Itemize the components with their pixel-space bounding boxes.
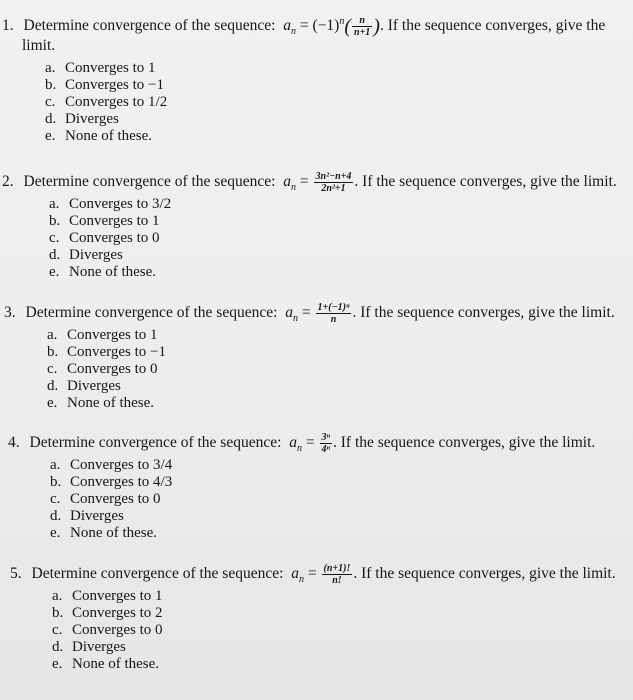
question-intro: Determine convergence of the sequence: — [23, 17, 276, 35]
answer-option — [52, 622, 163, 639]
option-letter: e. — [49, 264, 60, 280]
question-number: 4. — [8, 434, 20, 452]
option-text: None of these. — [72, 656, 160, 672]
option-text: None of these. — [69, 264, 157, 280]
answer-options — [45, 60, 167, 145]
answer-option — [52, 656, 163, 673]
option-text: Converges to 1 — [69, 213, 160, 229]
answer-options — [50, 457, 172, 542]
sequence-formula: $a_n$ = $\frac{(n+1)!}{n!}$ — [291, 563, 351, 586]
option-letter: e. — [50, 525, 61, 541]
answer-option — [49, 264, 171, 281]
question-outro: . If the sequence converges, give the — [379, 17, 606, 35]
answer-option — [47, 327, 166, 344]
option-text: Diverges — [67, 378, 121, 394]
option-letter: d. — [45, 111, 57, 127]
answer-option — [52, 639, 163, 656]
option-text: None of these. — [67, 395, 155, 411]
answer-option — [47, 378, 166, 395]
question-number: 5. — [10, 565, 22, 583]
answer-option — [52, 588, 163, 605]
option-text: Converges to 1 — [65, 60, 156, 76]
answer-option — [47, 361, 166, 378]
answer-option — [45, 94, 167, 111]
answer-option — [52, 605, 163, 622]
formula-fraction: $\frac{n}{n+1}$ — [354, 15, 371, 39]
answer-options — [49, 196, 171, 281]
answer-option — [47, 395, 166, 412]
option-text: Diverges — [65, 111, 119, 127]
option-text: Converges to 1/2 — [65, 94, 168, 110]
option-text: Converges to 0 — [70, 491, 161, 507]
option-letter: e. — [45, 128, 56, 144]
question-1-continuation: limit. — [22, 37, 56, 54]
answer-option — [45, 77, 167, 94]
answer-option — [50, 491, 172, 508]
option-letter: a. — [45, 60, 56, 76]
option-text: Converges to 3/4 — [70, 457, 173, 473]
question-3-stem: 3. Determine convergence of the sequence: $a_n$ = $\frac{\text{1+(−1)ⁿ}}{n}$ . If the sequence converges, give the limit. — [4, 302, 615, 325]
option-text: Converges to 1 — [67, 327, 158, 343]
answer-option — [50, 457, 172, 474]
answer-option — [45, 60, 167, 77]
option-text: None of these. — [65, 128, 153, 144]
answer-option — [49, 247, 171, 264]
question-outro: If the sequence converges, give the limit. — [360, 304, 615, 322]
question-number: 1. — [2, 17, 14, 35]
question-intro: Determine convergence of the sequence: — [29, 434, 282, 452]
option-letter: c. — [45, 94, 56, 110]
answer-option — [50, 508, 172, 525]
question-1-stem — [2, 12, 605, 42]
answer-option — [47, 344, 166, 361]
option-letter: c. — [49, 230, 60, 246]
option-letter: a. — [49, 196, 60, 212]
option-letter: a. — [52, 588, 63, 604]
sequence-formula: $a_n$ = $\frac{\text{3ⁿ}}{\text{4ⁿ}}$ — [289, 432, 331, 455]
sequence-formula: $a_n$ = $\frac{\text{1+(−1)ⁿ}}{n}$ — [285, 302, 350, 325]
answer-option — [50, 525, 172, 542]
answer-options — [52, 588, 163, 673]
question-5-stem: 5. Determine convergence of the sequence: $a_n$ = $\frac{(n+1)!}{n!}$ . If the sequence converges, give the limit. — [10, 563, 616, 586]
option-text: Converges to 4/3 — [70, 474, 173, 490]
option-letter: b. — [49, 213, 61, 229]
formula-fraction: $\frac{\text{3ⁿ}}{\text{4ⁿ}}$ — [321, 432, 331, 455]
question-intro: Determine convergence of the sequence: — [31, 565, 284, 583]
option-letter: a. — [50, 457, 61, 473]
question-4-stem: 4. Determine convergence of the sequence: $a_n$ = $\frac{\text{3ⁿ}}{\text{4ⁿ}}$ . If the sequence converges, give the limit. — [8, 432, 596, 455]
formula-fraction: $\frac{\text{1+(−1)ⁿ}}{n}$ — [317, 302, 350, 325]
question-outro: If the sequence converges, give the limit. — [362, 173, 617, 191]
option-letter: d. — [47, 378, 59, 394]
option-letter: d. — [52, 639, 64, 655]
option-letter: d. — [50, 508, 62, 524]
question-number: 2. — [2, 173, 14, 191]
question-intro: Determine convergence of the sequence: — [23, 173, 276, 191]
option-text: Converges to −1 — [65, 77, 165, 93]
option-text: Converges to 0 — [69, 230, 160, 246]
option-letter: d. — [49, 247, 61, 263]
question-2-stem: 2. Determine convergence of the sequence: $a_n$ = $\frac{\text{3n²−n+4}}{\text{2n²+1}}$ . If the sequence converges, give the limit. — [2, 171, 617, 194]
option-text: Diverges — [72, 639, 126, 655]
option-letter: e. — [47, 395, 58, 411]
option-letter: a. — [47, 327, 58, 343]
answer-option — [45, 128, 167, 145]
option-text: Converges to 0 — [67, 361, 158, 377]
option-letter: e. — [52, 656, 63, 672]
sequence-formula: $a_n$ = $\frac{\text{3n²−n+4}}{\text{2n²+1}}$ — [283, 171, 352, 194]
answer-options — [47, 327, 166, 412]
option-text: Diverges — [70, 508, 124, 524]
option-text: Diverges — [69, 247, 123, 263]
question-number: 3. — [4, 304, 16, 322]
option-text: Converges to 1 — [72, 588, 163, 604]
option-letter: c. — [52, 622, 63, 638]
formula-fraction: $\frac{(n+1)!}{n!}$ — [323, 563, 351, 586]
sequence-formula: $a_n = (-1)^n$( $\frac{n}{n+1}$ ) — [283, 15, 380, 39]
option-text: Converges to 2 — [72, 605, 163, 621]
option-text: Converges to −1 — [67, 344, 167, 360]
option-letter: c. — [50, 491, 61, 507]
question-outro: If the sequence converges, give the limit. — [361, 565, 616, 583]
question-intro: Determine convergence of the sequence: — [25, 304, 278, 322]
option-text: Converges to 3/2 — [69, 196, 172, 212]
option-letter: b. — [47, 344, 59, 360]
option-letter: c. — [47, 361, 58, 377]
option-text: None of these. — [70, 525, 158, 541]
answer-option — [50, 474, 172, 491]
formula-fraction: $\frac{\text{3n²−n+4}}{\text{2n²+1}}$ — [315, 171, 352, 194]
answer-option — [49, 230, 171, 247]
question-outro: If the sequence converges, give the limit. — [340, 434, 596, 452]
option-letter: b. — [52, 605, 64, 621]
answer-option — [45, 111, 167, 128]
answer-option — [49, 213, 171, 230]
option-text: Converges to 0 — [72, 622, 163, 638]
option-letter: b. — [45, 77, 57, 93]
answer-option — [49, 196, 171, 213]
option-letter: b. — [50, 474, 62, 490]
